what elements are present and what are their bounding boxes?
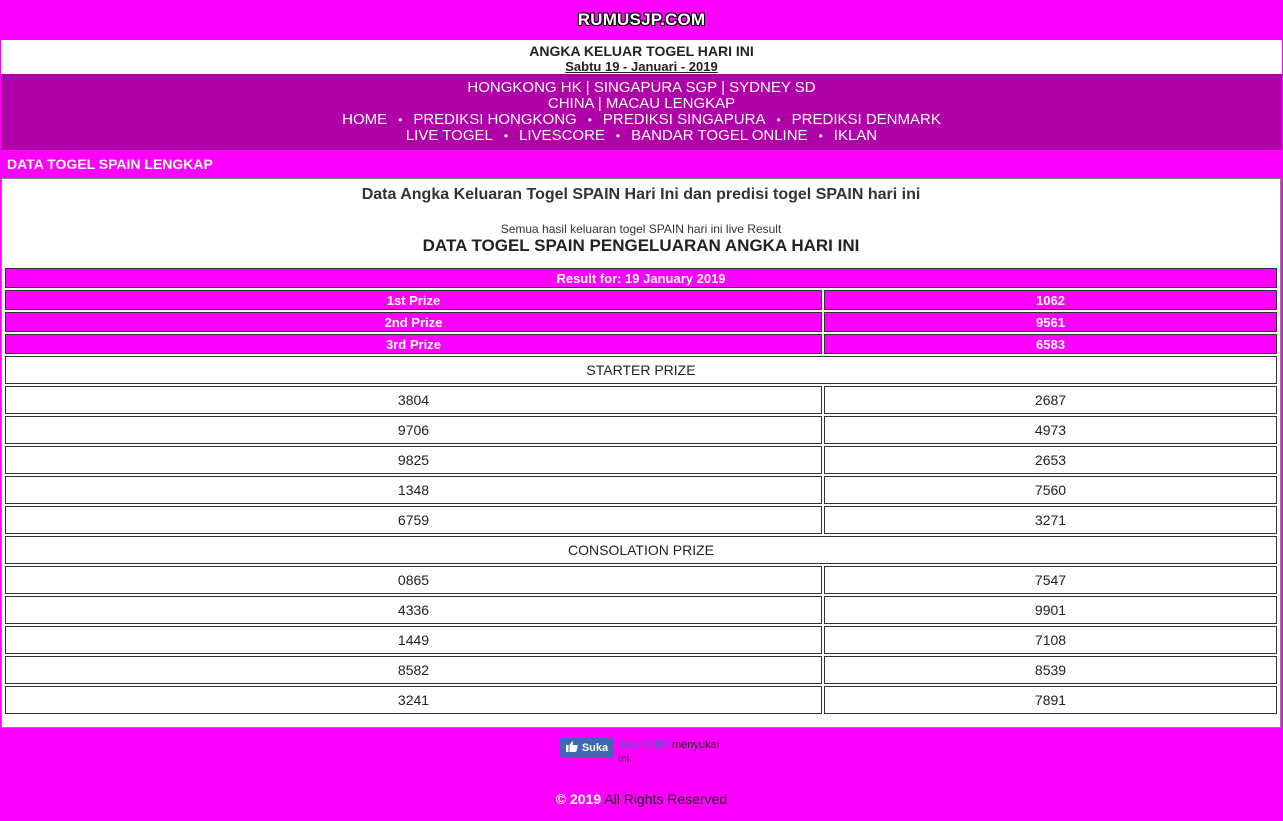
consolation-value: 1449 (5, 626, 822, 654)
footer (0, 728, 1283, 807)
content-panel (1, 178, 1281, 728)
top-date: Sabtu 19 - Januari - 2019 (565, 59, 718, 74)
prize-label: 2nd Prize (5, 312, 822, 332)
top-title: ANGKA KELUAR TOGEL HARI INI (529, 43, 754, 59)
starter-value: 2653 (824, 446, 1277, 474)
consolation-row (5, 656, 1277, 684)
starter-value: 3804 (5, 386, 822, 414)
starter-value: 9706 (5, 416, 822, 444)
starter-value: 3271 (824, 506, 1277, 534)
thumbs-up-icon (566, 741, 578, 755)
consolation-value: 7108 (824, 626, 1277, 654)
starter-row (5, 476, 1277, 504)
nav-livescore[interactable]: LIVESCORE (519, 127, 605, 144)
starter-row (5, 446, 1277, 474)
copyright-year: © 2019 (555, 791, 602, 807)
consolation-prize-caption: CONSOLATION PRIZE (5, 536, 1277, 564)
nav-bandar-togel-online[interactable]: BANDAR TOGEL ONLINE (631, 127, 808, 144)
prize-label: 3rd Prize (5, 334, 822, 354)
copyright (0, 791, 1283, 807)
prize-value: 1062 (824, 290, 1277, 310)
consolation-row (5, 566, 1277, 594)
consolation-value: 0865 (5, 566, 822, 594)
top-info (1, 40, 1282, 74)
prize-value: 9561 (824, 312, 1277, 332)
consolation-row (5, 686, 1277, 714)
consolation-value: 8539 (824, 656, 1277, 684)
consolation-value: 4336 (5, 596, 822, 624)
results-table (3, 266, 1279, 716)
nav-prediksi-denmark[interactable]: PREDIKSI DENMARK (791, 111, 941, 128)
starter-prize-caption: STARTER PRIZE (5, 356, 1277, 384)
nav-home[interactable]: HOME (342, 111, 388, 128)
like-user-name[interactable]: Joni Salim (618, 739, 669, 751)
site-title[interactable]: RUMUSJP.COM (577, 10, 706, 29)
prize-label: 1st Prize (5, 290, 822, 310)
main-heading: DATA TOGEL SPAIN PENGELUARAN ANGKA HARI INI (422, 236, 860, 255)
nav-live-togel[interactable]: LIVE TOGEL (405, 127, 493, 144)
content-heading: Data Angka Keluaran Togel SPAIN Hari Ini dan predisi togel SPAIN hari ini (361, 186, 921, 203)
starter-row (5, 386, 1277, 414)
consolation-value: 9901 (824, 596, 1277, 624)
like-button[interactable] (560, 738, 614, 758)
main-nav (1, 74, 1282, 150)
starter-row (5, 416, 1277, 444)
starter-header-row (5, 356, 1277, 384)
nav-line-3: HOME • PREDIKSI HONGKONG • PREDIKSI SINGAPURA • PREDIKSI DENMARK (342, 111, 941, 128)
result-date-row (5, 268, 1277, 288)
copyright-text: All Rights Reserved (604, 791, 728, 807)
starter-value: 4973 (824, 416, 1277, 444)
section-title: DATA TOGEL SPAIN LENGKAP (7, 156, 213, 172)
consolation-value: 7547 (824, 566, 1277, 594)
starter-value: 1348 (5, 476, 822, 504)
nav-iklan[interactable]: IKLAN (833, 127, 878, 144)
consolation-row (5, 626, 1277, 654)
like-button-label: Suka (581, 742, 609, 754)
prize-row (5, 334, 1277, 354)
nav-prediksi-hongkong[interactable]: PREDIKSI HONGKONG (413, 111, 577, 128)
prize-value: 6583 (824, 334, 1277, 354)
consolation-value: 8582 (5, 656, 822, 684)
like-suffix: menyukai ini. (618, 739, 720, 765)
starter-value: 9825 (5, 446, 822, 474)
consolation-value: 3241 (5, 686, 822, 714)
nav-line-china-macau[interactable]: CHINA | MACAU LENGKAP (547, 95, 736, 112)
consolation-value: 7891 (824, 686, 1277, 714)
starter-value: 6759 (5, 506, 822, 534)
content-subtitle: Semua hasil keluaran togel SPAIN hari ini live Result (500, 222, 782, 236)
prize-row (5, 312, 1277, 332)
prize-row (5, 290, 1277, 310)
consolation-header-row (5, 536, 1277, 564)
starter-value: 2687 (824, 386, 1277, 414)
nav-line-4: LIVE TOGEL • LIVESCORE • BANDAR TOGEL ONLINE • IKLAN (405, 127, 878, 144)
starter-value: 7560 (824, 476, 1277, 504)
nav-prediksi-singapura[interactable]: PREDIKSI SINGAPURA (602, 111, 766, 128)
like-text (618, 738, 723, 766)
result-date: Result for: 19 January 2019 (5, 268, 1277, 288)
starter-row (5, 506, 1277, 534)
nav-line-markets[interactable]: HONGKONG HK | SINGAPURA SGP | SYDNEY SD (467, 79, 816, 96)
facebook-like-widget (560, 738, 723, 766)
site-header (0, 0, 1283, 40)
consolation-row (5, 596, 1277, 624)
